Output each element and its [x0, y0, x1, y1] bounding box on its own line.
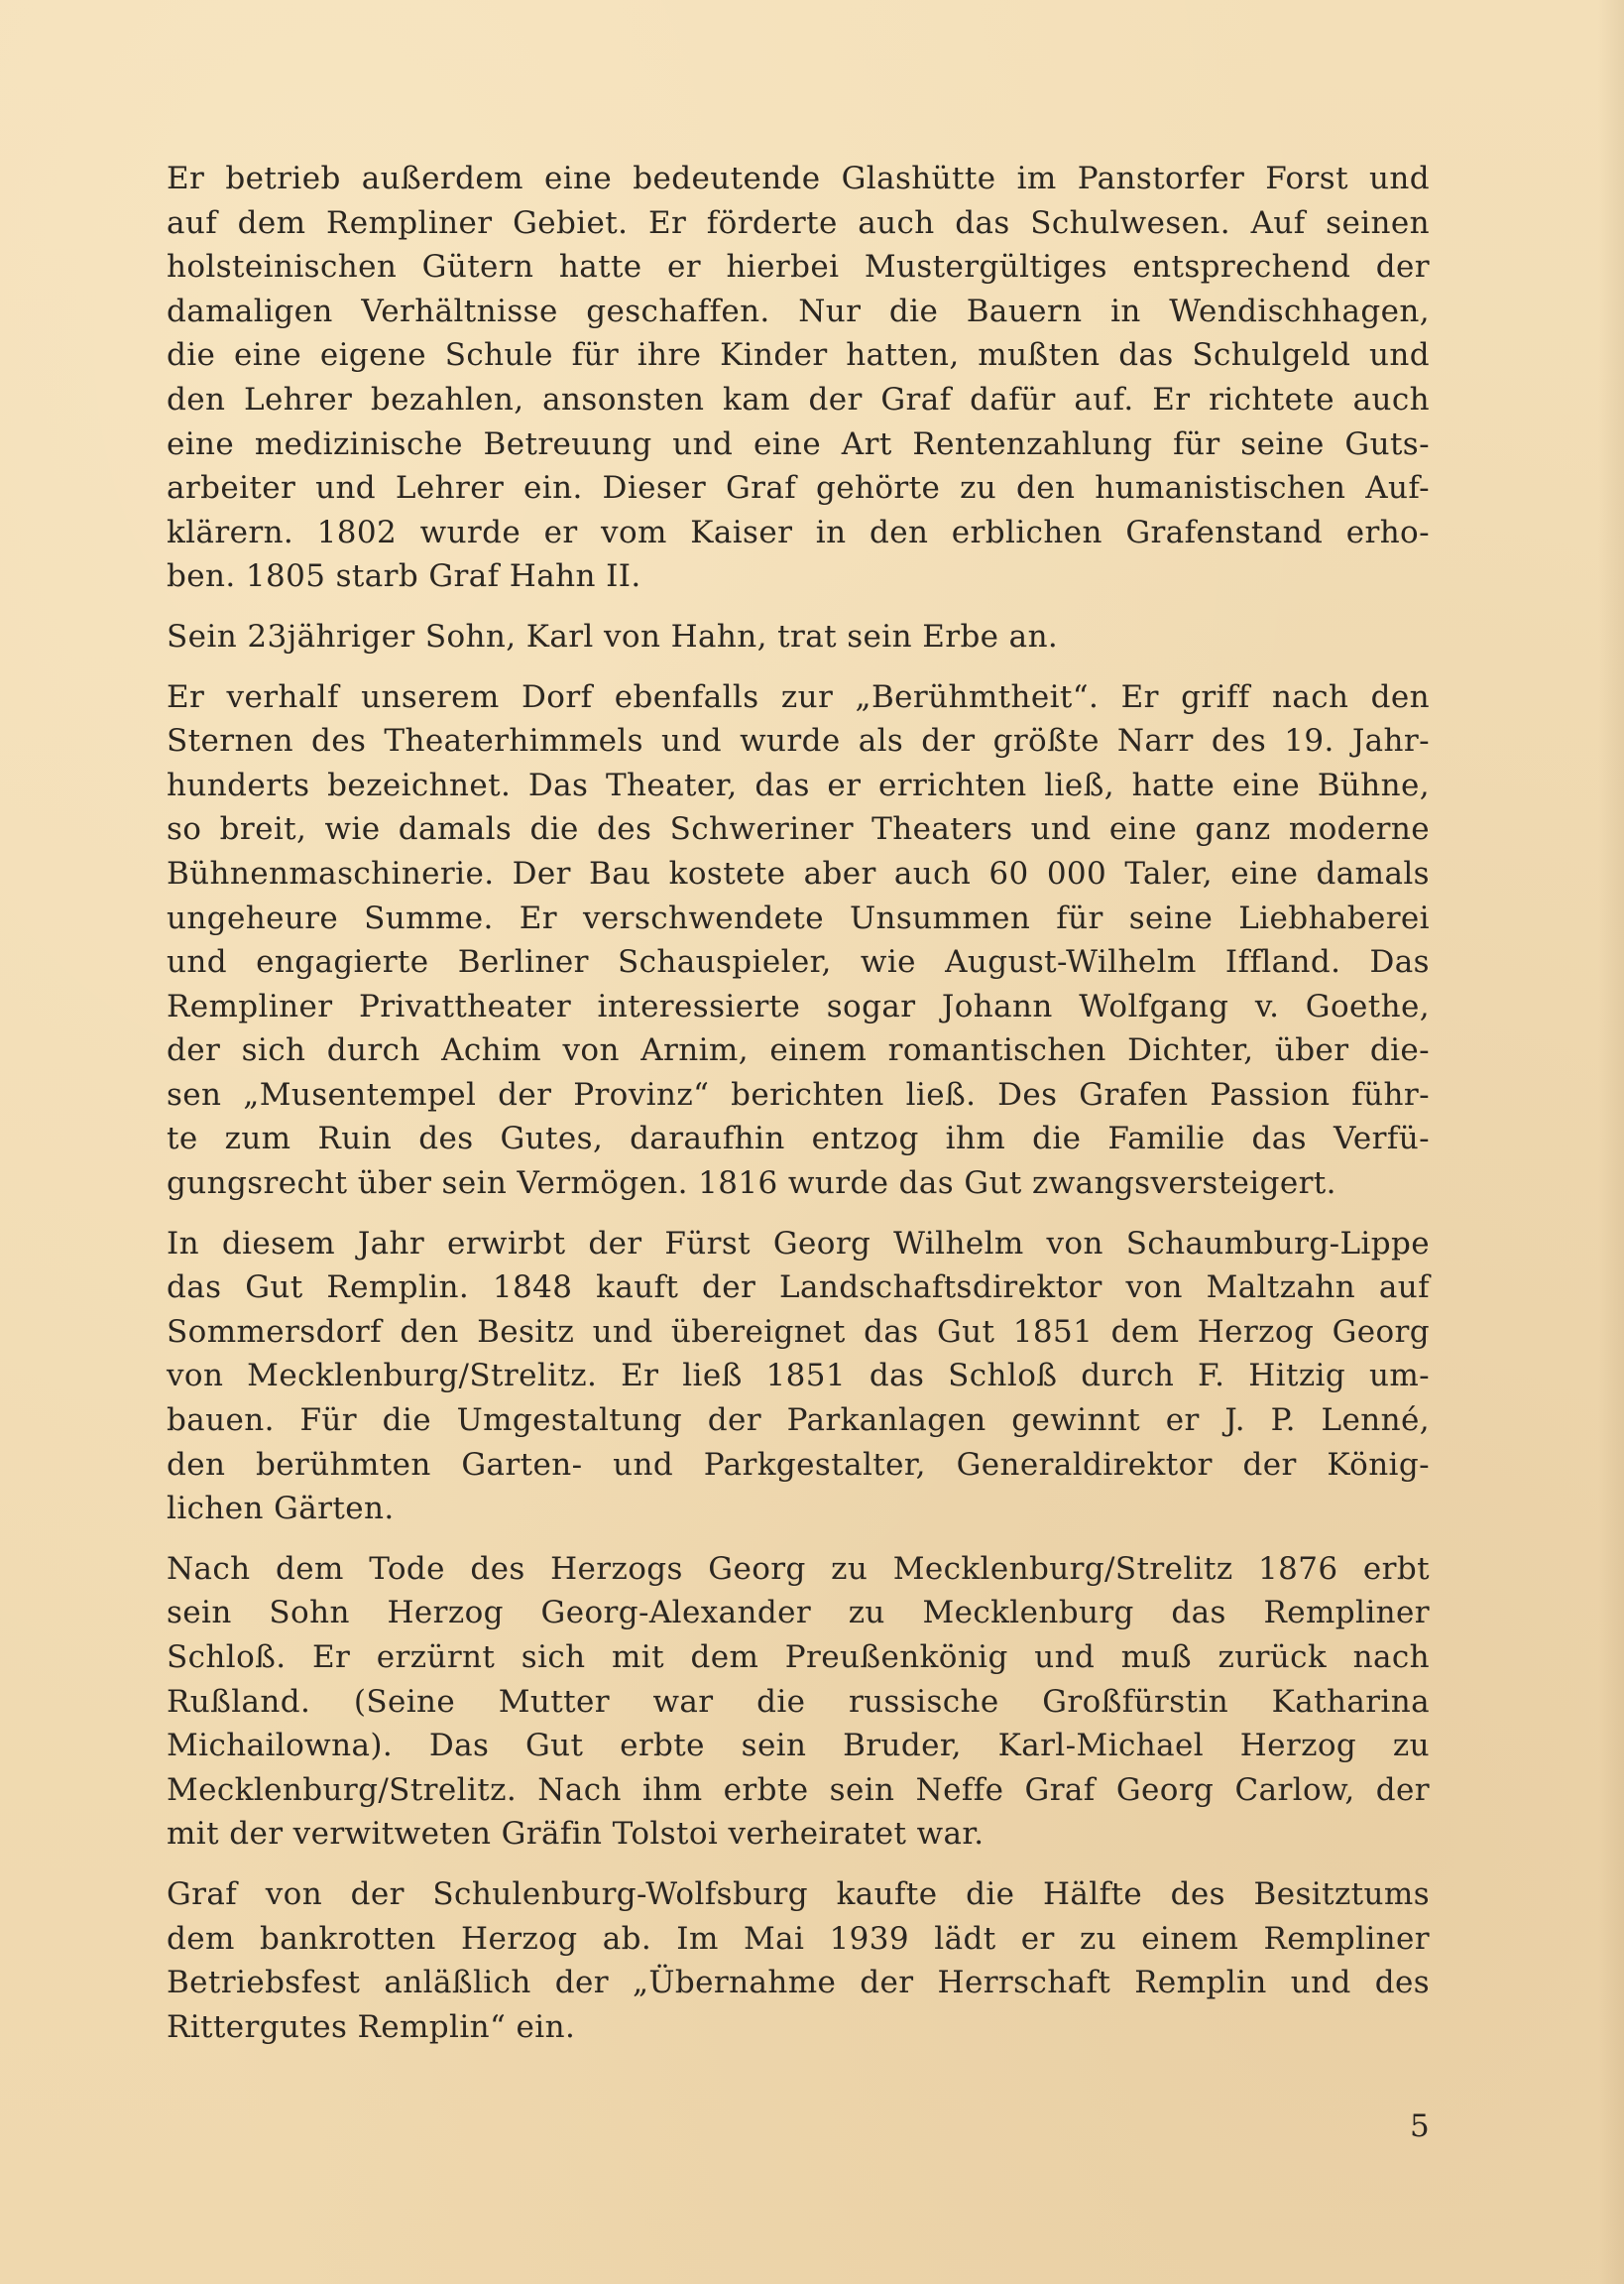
- text-line: der sich durch Achim von Arnim, einem romantischen Dichter, über die-: [167, 1032, 1430, 1069]
- text-line: Betriebsfest anläßlich der „Übernahme der Herrschaft Remplin und des: [167, 1965, 1430, 2001]
- text-line: Schloß. Er erzürnt sich mit dem Preußenkönig und muß zurück nach: [167, 1639, 1430, 1675]
- text-line: ungeheure Summe. Er verschwendete Unsummen für seine Liebhaberei: [167, 900, 1430, 936]
- text-line: holsteinischen Gütern hatte er hierbei Mustergültiges entsprechend der: [167, 249, 1430, 286]
- text-line: eine medizinische Betreuung und eine Art Rentenzahlung für seine Guts-: [167, 425, 1430, 462]
- paragraph-glashuette: [167, 157, 1430, 599]
- text-line: Mecklenburg/Strelitz. Nach ihm erbte sein Neffe Graf Georg Carlow, der: [167, 1771, 1430, 1808]
- text-line: so breit, wie damals die des Schweriner Theaters und eine ganz moderne: [167, 811, 1430, 848]
- text-line: Bühnenmaschinerie. Der Bau kostete aber auch 60 000 Taler, eine damals: [167, 855, 1430, 892]
- text-line: von Mecklenburg/Strelitz. Er ließ 1851 das Schloß durch F. Hitzig um-: [167, 1358, 1430, 1394]
- text-line: das Gut Remplin. 1848 kauft der Landschaftsdirektor von Maltzahn auf: [167, 1269, 1430, 1306]
- text-line: sein Sohn Herzog Georg-Alexander zu Mecklenburg das Rempliner: [167, 1595, 1430, 1631]
- text-line: den Lehrer bezahlen, ansonsten kam der Graf dafür auf. Er richtete auch: [167, 381, 1430, 418]
- text-line: te zum Ruin des Gutes, daraufhin entzog ihm die Familie das Verfü-: [167, 1121, 1430, 1157]
- text-line: ben. 1805 starb Graf Hahn II.: [167, 558, 641, 595]
- paragraph-mecklenburg: [167, 1547, 1430, 1857]
- paragraph-theater: [167, 675, 1430, 1206]
- text-line: hunderts bezeichnet. Das Theater, das er errichten ließ, hatte eine Bühne,: [167, 767, 1430, 803]
- text-line: Rußland. (Seine Mutter war die russische Großfürstin Katharina: [167, 1683, 1430, 1720]
- text-line: Er betrieb außerdem eine bedeutende Glashütte im Panstorfer Forst und: [167, 161, 1430, 196]
- text-line: gungsrecht über sein Vermögen. 1816 wurde das Gut zwangsversteigert.: [167, 1165, 1336, 1202]
- text-line: Sein 23jähriger Sohn, Karl von Hahn, trat sein Erbe an.: [167, 618, 1059, 655]
- text-line: auf dem Rempliner Gebiet. Er förderte auch das Schulwesen. Auf seinen: [167, 204, 1430, 241]
- text-line: arbeiter und Lehrer ein. Dieser Graf gehörte zu den humanistischen Auf-: [167, 470, 1430, 507]
- text-line: mit der verwitweten Gräfin Tolstoi verheiratet war.: [167, 1816, 985, 1853]
- text-line: In diesem Jahr erwirbt der Fürst Georg Wilhelm von Schaumburg-Lippe: [167, 1225, 1430, 1262]
- text-line: die eine eigene Schule für ihre Kinder hatten, mußten das Schulgeld und: [167, 337, 1430, 374]
- text-line: sen „Musentempel der Provinz“ berichten ließ. Des Grafen Passion führ-: [167, 1076, 1430, 1113]
- text-line: klärern. 1802 wurde er vom Kaiser in den erblichen Grafenstand erho-: [167, 514, 1430, 550]
- text-line: dem bankrotten Herzog ab. Im Mai 1939 lädt er zu einem Rempliner: [167, 1920, 1430, 1957]
- page-number: 5: [1410, 2108, 1430, 2144]
- page-edge-shadow: [1598, 0, 1624, 2284]
- paragraph-schulenburg: [167, 1872, 1430, 2049]
- text-line: Rempliner Privattheater interessierte sogar Johann Wolfgang v. Goethe,: [167, 988, 1430, 1024]
- text-line: Rittergutes Remplin“ ein.: [167, 2008, 576, 2045]
- text-line: damaligen Verhältnisse geschaffen. Nur die Bauern in Wendischhagen,: [167, 293, 1430, 329]
- text-line: den berühmten Garten- und Parkgestalter, Generaldirektor der König-: [167, 1446, 1430, 1483]
- body-text: [167, 157, 1430, 2065]
- paragraph-sohn: [167, 615, 1430, 660]
- text-line: lichen Gärten.: [167, 1491, 395, 1527]
- text-line: bauen. Für die Umgestaltung der Parkanlagen gewinnt er J. P. Lenné,: [167, 1402, 1430, 1439]
- text-line: Nach dem Tode des Herzogs Georg zu Mecklenburg/Strelitz 1876 erbt: [167, 1550, 1430, 1587]
- text-line: Graf von der Schulenburg-Wolfsburg kaufte die Hälfte des Besitztums: [167, 1875, 1430, 1912]
- text-line: Sommersdorf den Besitz und übereignet das Gut 1851 dem Herzog Georg: [167, 1313, 1430, 1350]
- text-line: Michailowna). Das Gut erbte sein Bruder, Karl-Michael Herzog zu: [167, 1728, 1430, 1764]
- text-line: Sternen des Theaterhimmels und wurde als der größte Narr des 19. Jahr-: [167, 723, 1430, 760]
- paragraph-schaumburg: [167, 1222, 1430, 1531]
- text-line: und engagierte Berliner Schauspieler, wie August-Wilhelm Iffland. Das: [167, 944, 1430, 981]
- text-line: Er verhalf unserem Dorf ebenfalls zur „Berühmtheit“. Er griff nach den: [167, 678, 1430, 715]
